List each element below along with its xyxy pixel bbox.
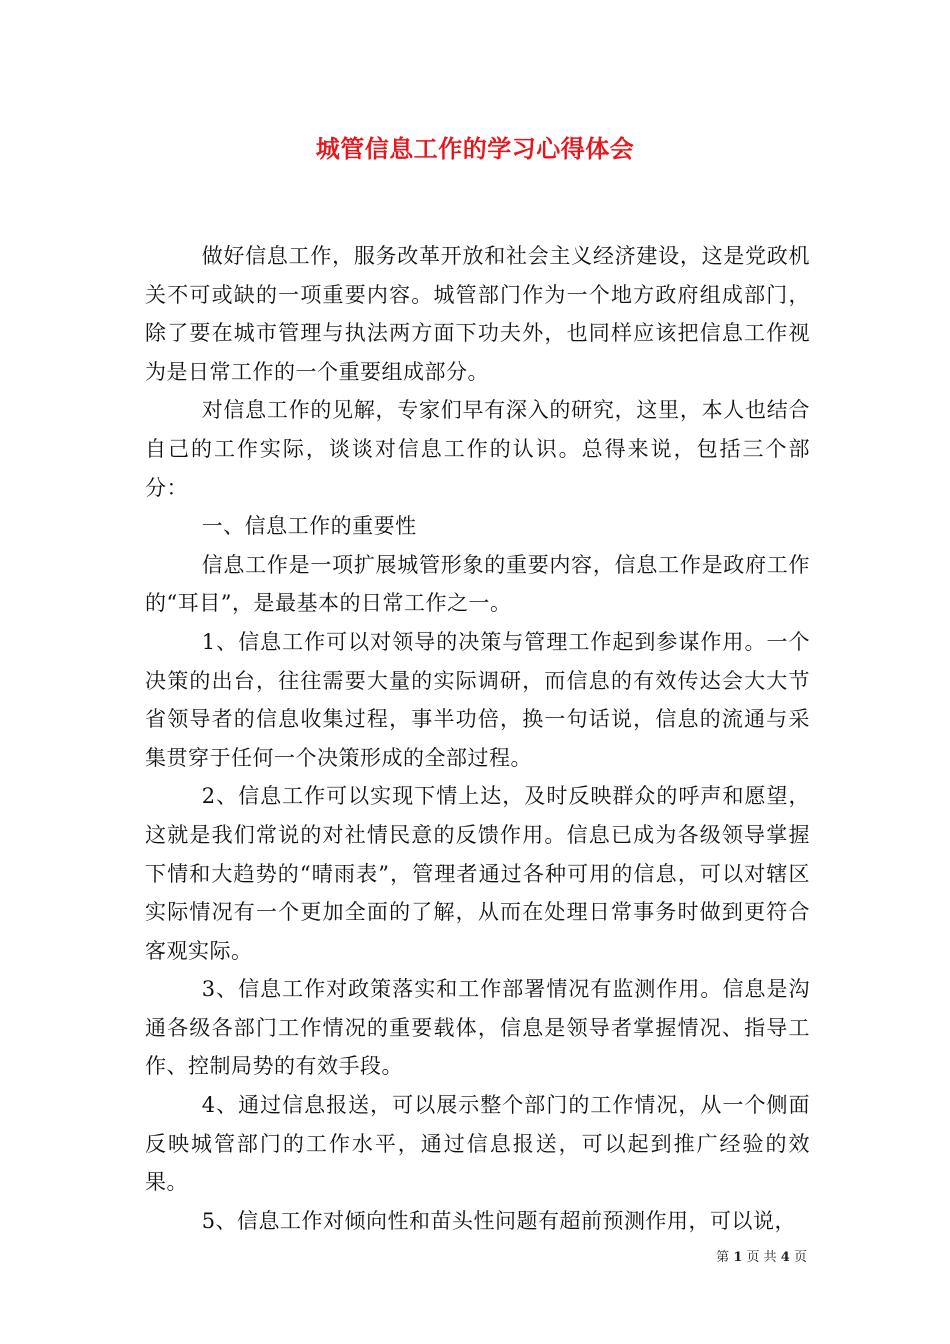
document-body xyxy=(145,237,810,1240)
footer-current-page: 1 xyxy=(733,1250,743,1265)
paragraph-intro: 做好信息工作，服务改革开放和社会主义经济建设，这是党政机关不可或缺的一项重要内容。城管部门作为一个地方政府组成部门，除了要在城市管理与执法两方面下功夫外，也同样应该把信息工作视为是日常工作的一个重要组成部分。 xyxy=(145,244,810,384)
footer-total-pages: 4 xyxy=(780,1250,790,1265)
page-footer xyxy=(716,1246,807,1265)
list-item-5: 5、信息工作对倾向性和苗头性问题有超前预测作用，可以说， xyxy=(201,1208,797,1233)
footer-middle: 页 共 xyxy=(746,1250,777,1265)
paragraph-importance: 信息工作是一项扩展城管形象的重要内容，信息工作是政府工作的“耳目”，是最基本的日常工作之一。 xyxy=(145,552,810,616)
footer-prefix: 第 xyxy=(716,1250,730,1265)
document-title: 城管信息工作的学习心得体会 xyxy=(315,134,635,163)
section-heading-importance: 一、信息工作的重要性 xyxy=(201,514,417,539)
paragraph-overview: 对信息工作的见解，专家们早有深入的研究，这里，本人也结合自己的工作实际，谈谈对信息工作的认识。总得来说，包括三个部分： xyxy=(145,398,810,500)
list-item-2: 2、信息工作可以实现下情上达，及时反映群众的呼声和愿望，这就是我们常说的对社情民意的反馈作用。信息已成为各级领导掌握下情和大趋势的“晴雨表”，管理者通过各种可用的信息，可以对辖区实际情况有一个更加全面的了解，从而在处理日常事务时做到更符合客观实际。 xyxy=(145,784,810,963)
list-item-3: 3、信息工作对政策落实和工作部署情况有监测作用。信息是沟通各级各部门工作情况的重要载体，信息是领导者掌握情况、指导工作、控制局势的有效手段。 xyxy=(145,977,810,1079)
list-item-1: 1、信息工作可以对领导的决策与管理工作起到参谋作用。一个决策的出台，往往需要大量的实际调研，而信息的有效传达会大大节省领导者的信息收集过程，事半功倍，换一句话说，信息的流通与采集贯穿于任何一个决策形成的全部过程。 xyxy=(145,629,810,770)
footer-suffix: 页 xyxy=(793,1250,807,1265)
list-item-4: 4、通过信息报送，可以展示整个部门的工作情况，从一个侧面反映城管部门的工作水平，通过信息报送，可以起到推广经验的效果。 xyxy=(145,1093,810,1195)
